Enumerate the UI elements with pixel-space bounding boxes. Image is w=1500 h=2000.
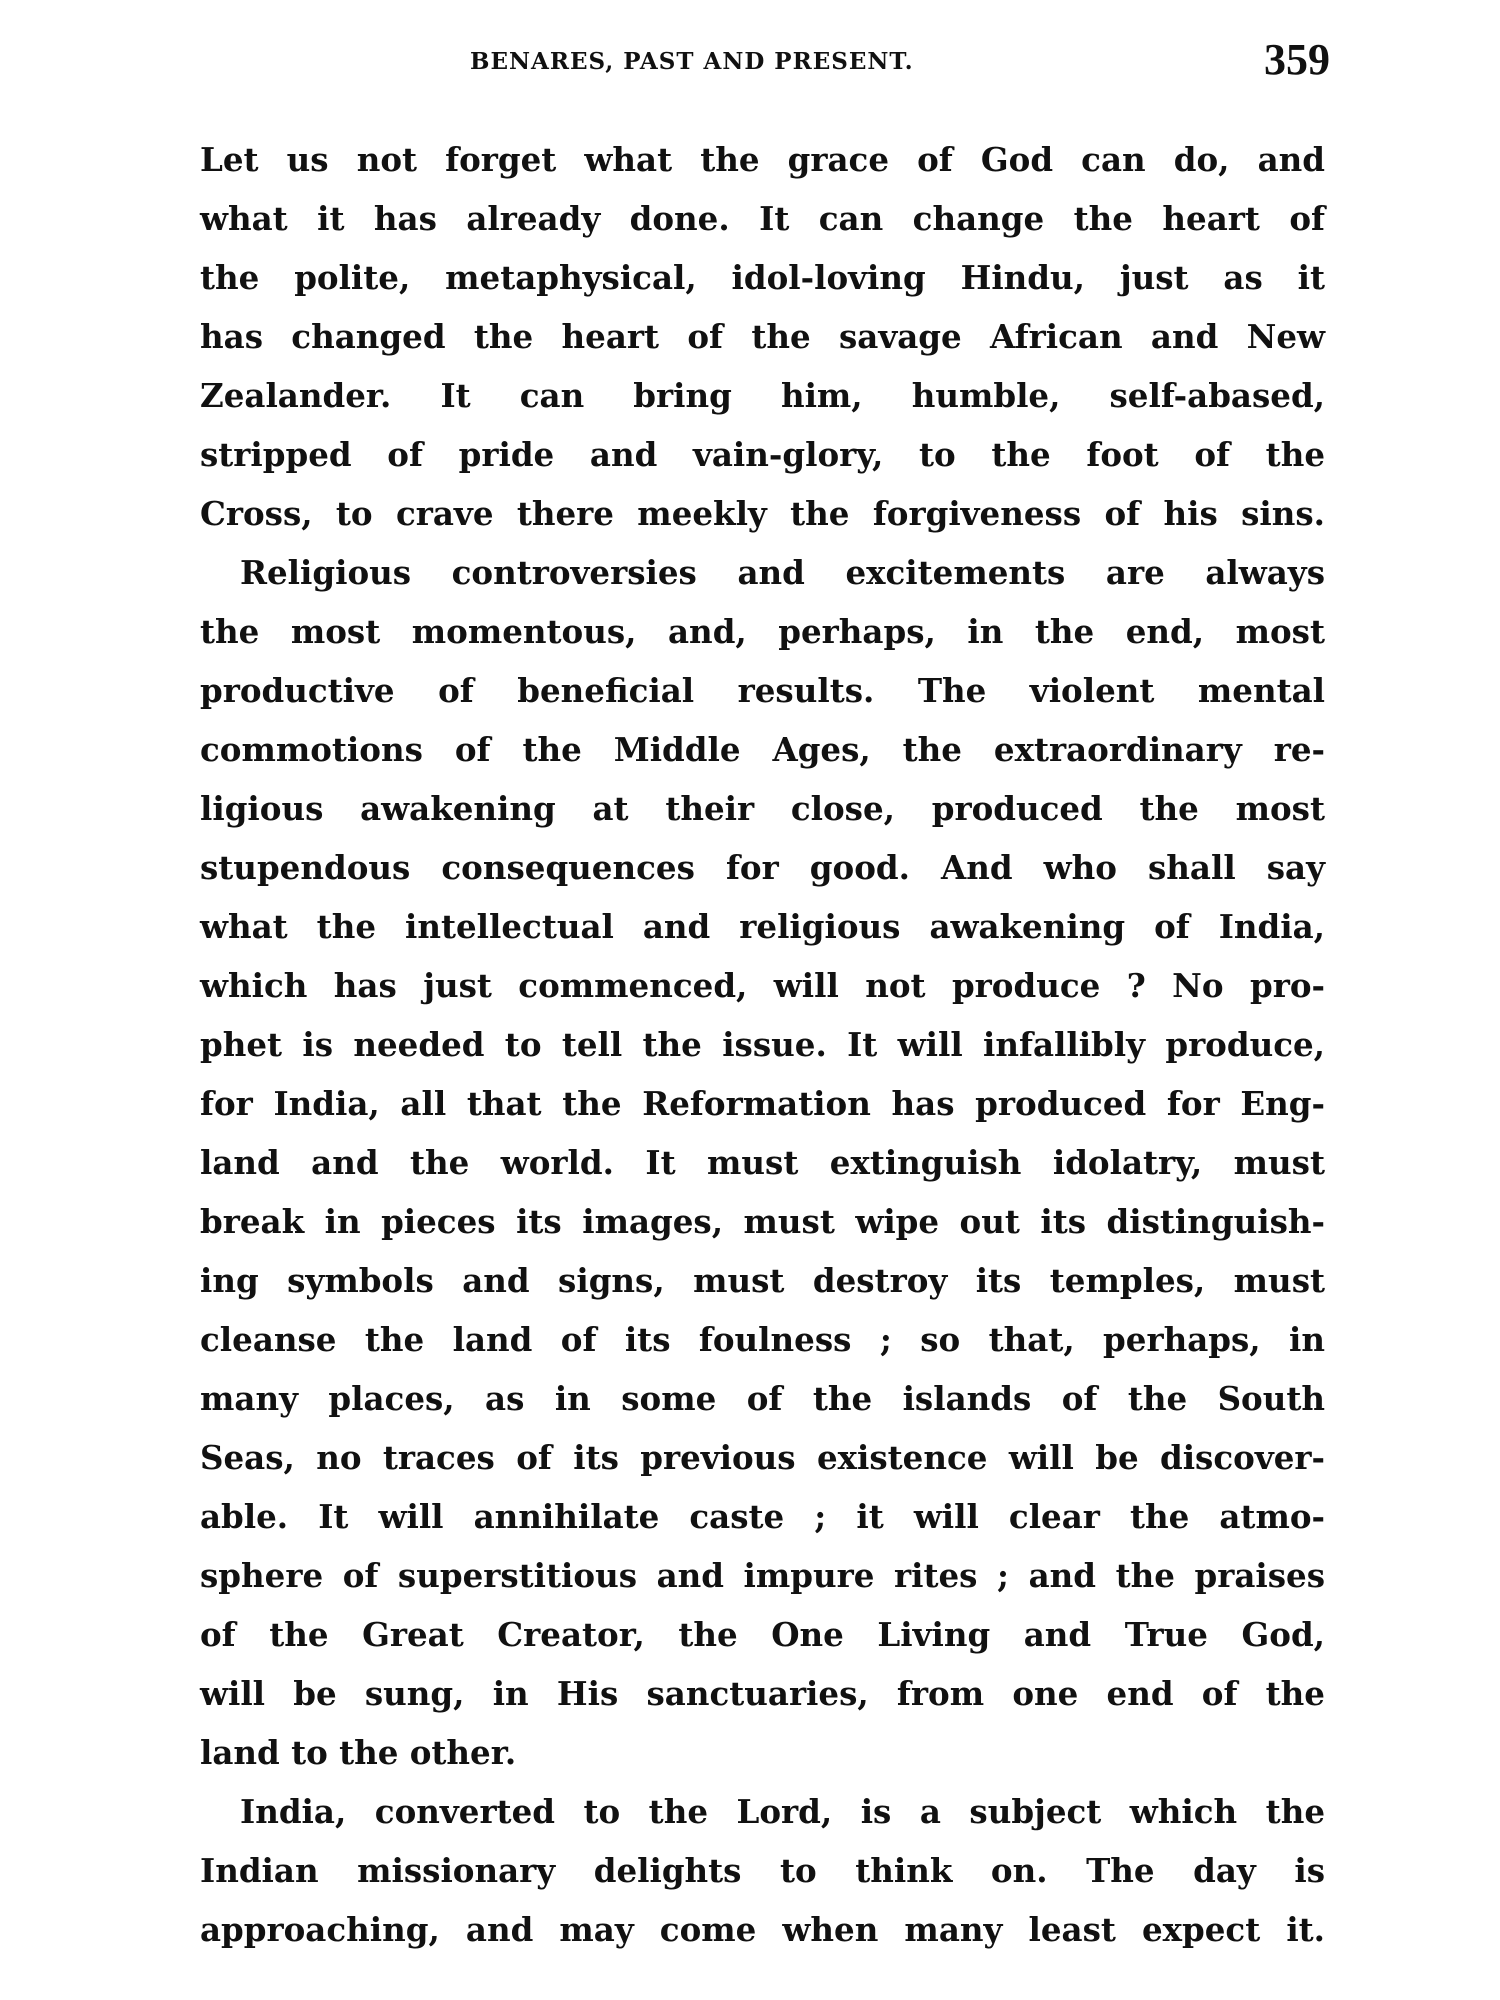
text-line: what it has already done. It can change the heart of [200, 199, 1325, 238]
text-line: productive of beneficial results. The violent mental [200, 671, 1325, 710]
paragraph [200, 1782, 1325, 1959]
text-line: ligious awakening at their close, produced the most [200, 789, 1325, 828]
text-line: stripped of pride and vain-glory, to the foot of the [200, 435, 1325, 474]
text-line: will be sung, in His sanctuaries, from one end of the [200, 1674, 1325, 1713]
text-line: many places, as in some of the islands of the South [200, 1379, 1325, 1418]
text-line: approaching, and may come when many least expect it. [200, 1910, 1325, 1949]
running-title: BENARES, PAST AND PRESENT. [470, 48, 914, 75]
text-line: commotions of the Middle Ages, the extraordinary re- [200, 730, 1325, 769]
text-line: the most momentous, and, perhaps, in the end, most [200, 612, 1325, 651]
paragraph [200, 130, 1325, 543]
text-line: India, converted to the Lord, is a subject which the [240, 1792, 1325, 1831]
text-line: phet is needed to tell the issue. It will infallibly produce, [200, 1025, 1325, 1064]
text-line: the polite, metaphysical, idol-loving Hindu, just as it [200, 258, 1325, 297]
text-line: stupendous consequences for good. And who shall say [200, 848, 1325, 887]
text-line: break in pieces its images, must wipe out its distinguish- [200, 1202, 1325, 1241]
running-head [200, 34, 1330, 94]
text-line: land to the other. [200, 1733, 517, 1772]
text-line: what the intellectual and religious awakening of India, [200, 907, 1325, 946]
text-line: land and the world. It must extinguish idolatry, must [200, 1143, 1325, 1182]
text-line: Zealander. It can bring him, humble, self-abased, [200, 376, 1325, 415]
text-line: Seas, no traces of its previous existence will be discover- [200, 1438, 1325, 1477]
text-line: which has just commenced, will not produce ? No pro- [200, 966, 1325, 1005]
paragraph [200, 543, 1325, 1782]
text-body [200, 130, 1325, 1959]
text-line: Indian missionary delights to think on. The day is [200, 1851, 1325, 1890]
text-line: for India, all that the Reformation has produced for Eng- [200, 1084, 1325, 1123]
text-line: has changed the heart of the savage African and New [200, 317, 1325, 356]
text-line: of the Great Creator, the One Living and True God, [200, 1615, 1325, 1654]
text-line: Cross, to crave there meekly the forgiveness of his sins. [200, 494, 1325, 533]
text-line: cleanse the land of its foulness ; so that, perhaps, in [200, 1320, 1325, 1359]
text-line: sphere of superstitious and impure rites ; and the praises [200, 1556, 1325, 1595]
text-line: Let us not forget what the grace of God can do, and [200, 140, 1325, 179]
text-line: Religious controversies and excitements are always [240, 553, 1325, 592]
page-number: 359 [1264, 35, 1330, 84]
text-line: ing symbols and signs, must destroy its temples, must [200, 1261, 1325, 1300]
text-line: able. It will annihilate caste ; it will clear the atmo- [200, 1497, 1325, 1536]
